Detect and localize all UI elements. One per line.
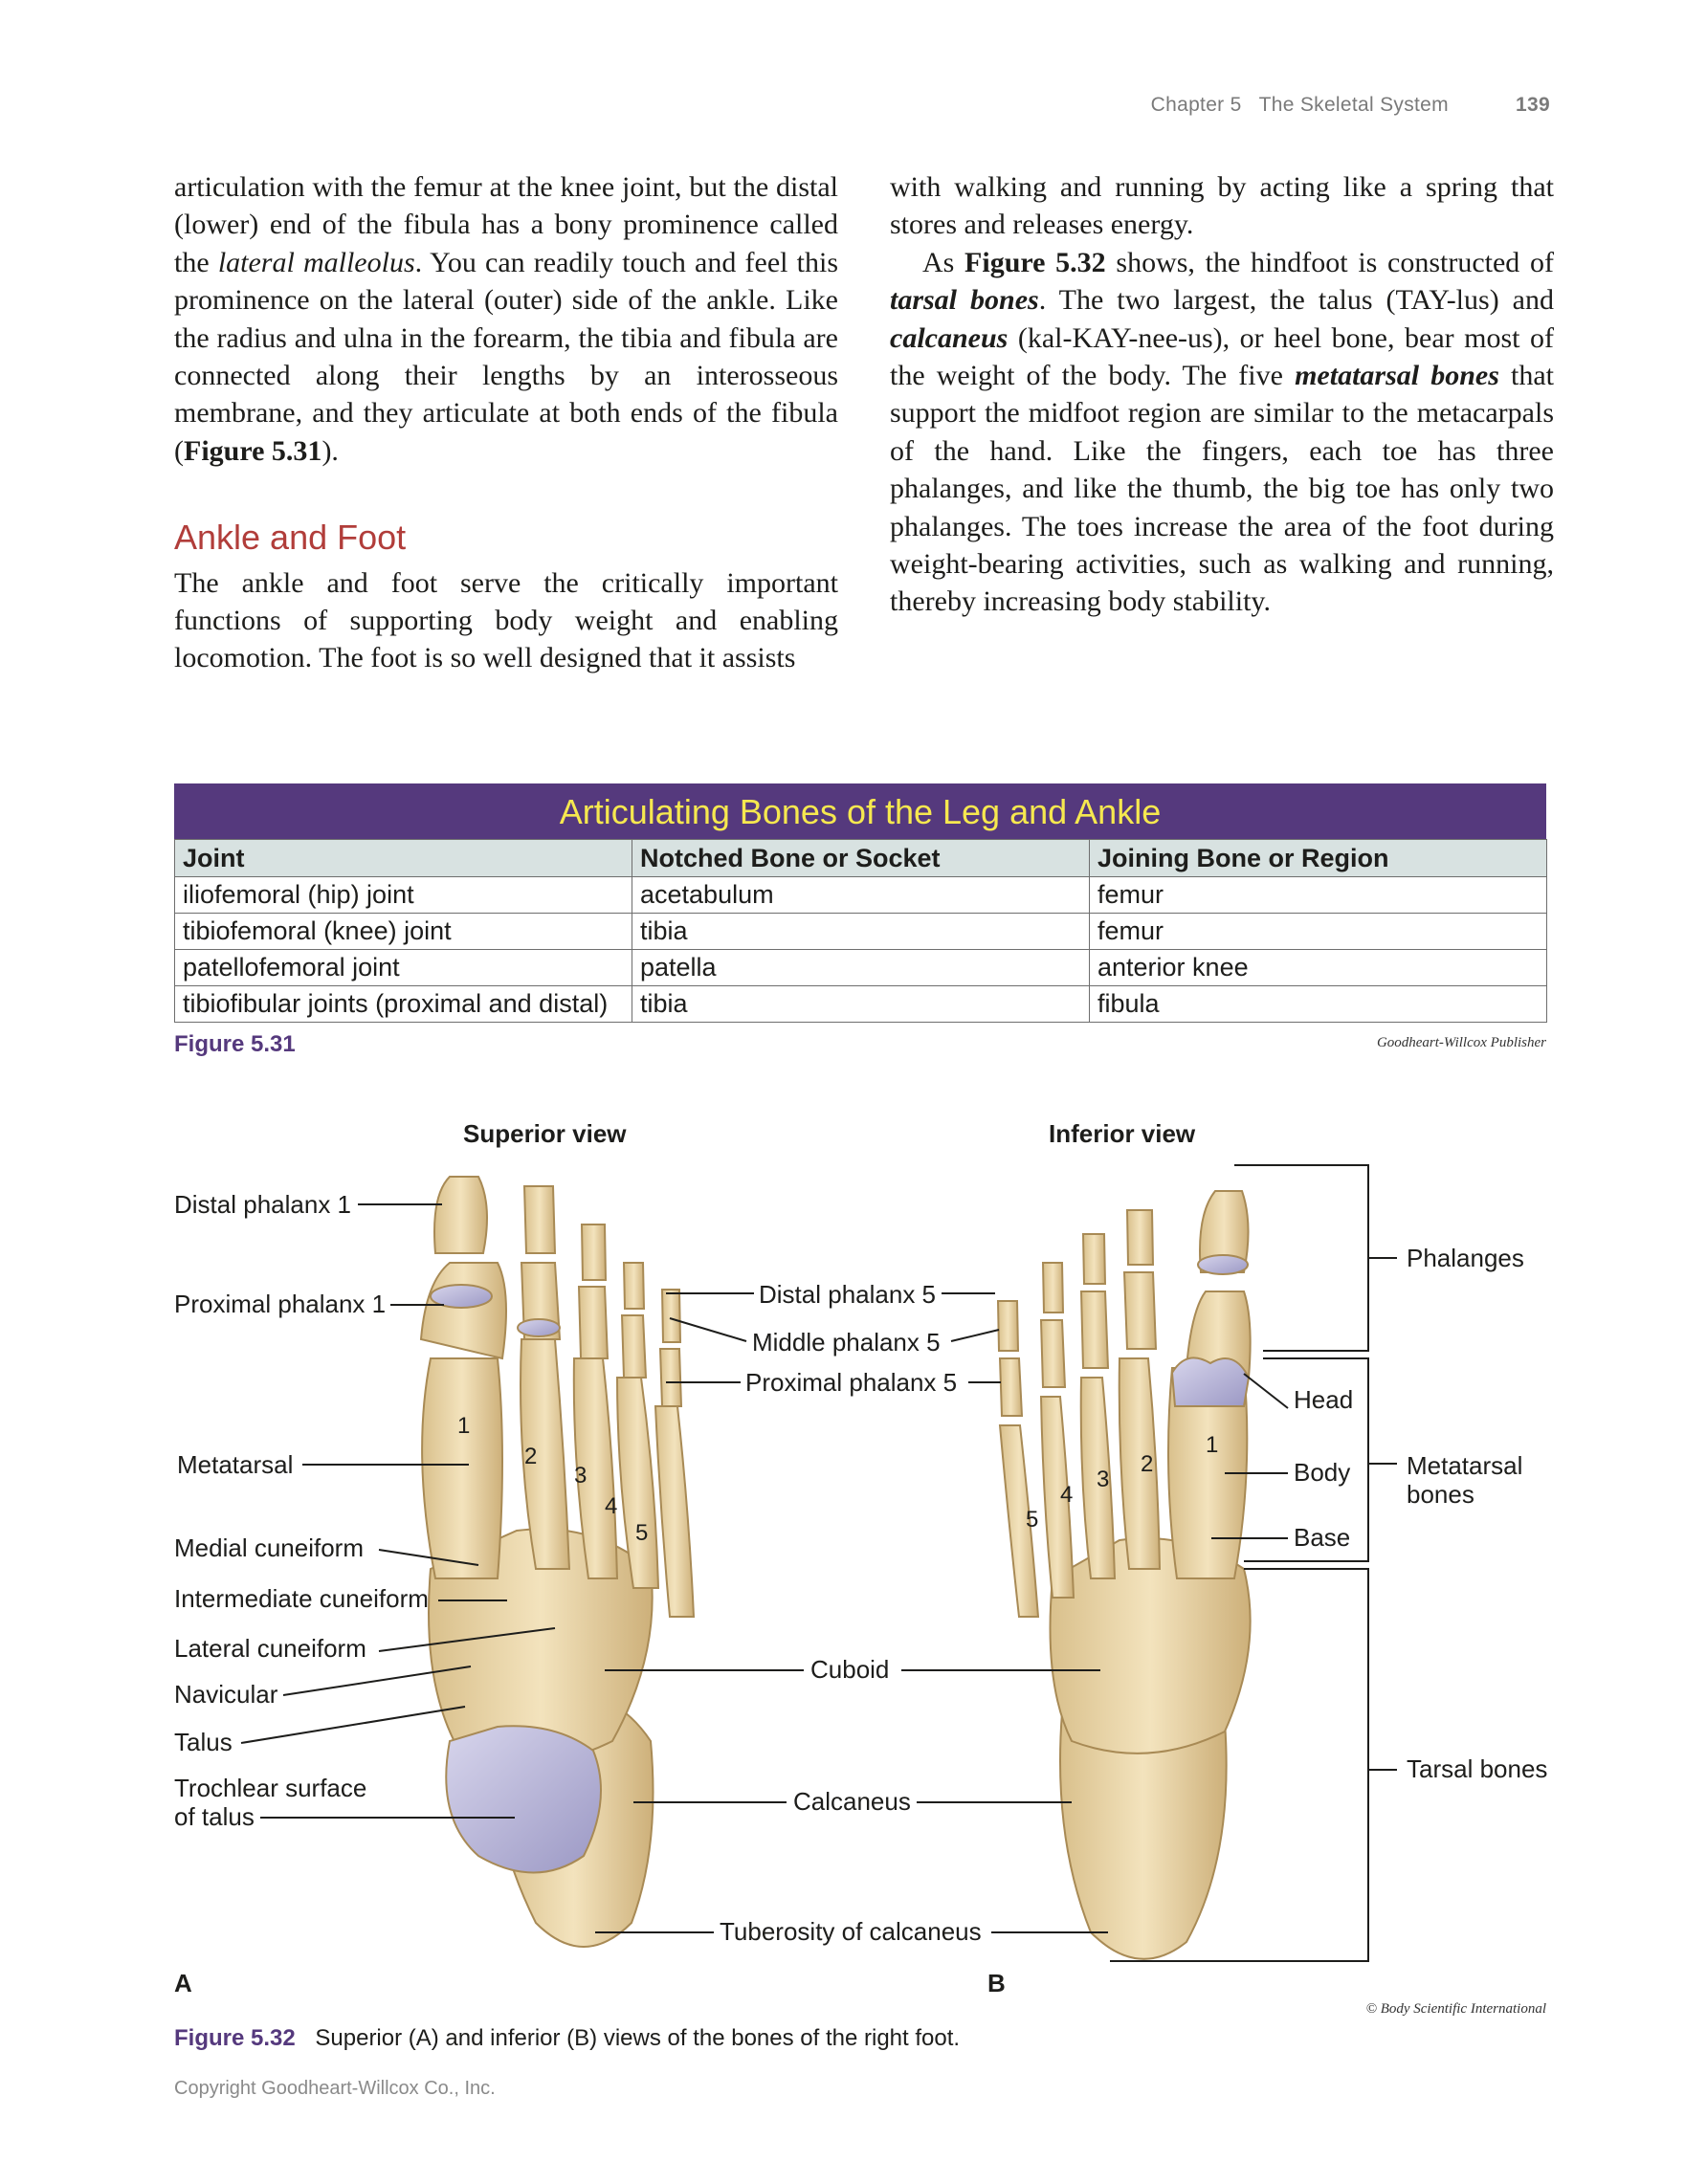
metatarsal-number: 5 <box>635 1520 649 1546</box>
label-trochlear-line-2: of talus <box>174 1802 255 1831</box>
metatarsal-number: 4 <box>605 1493 618 1519</box>
copyright-footer: Copyright Goodheart-Willcox Co., Inc. <box>174 2078 496 2099</box>
label-lateral-cuneiform: Lateral cuneiform <box>174 1634 366 1663</box>
figure-5-31-caption-row <box>174 1031 1546 1058</box>
table-cell: tibiofibular joints (proximal and distal) <box>175 986 632 1023</box>
figure-5-32-caption <box>174 2025 960 2052</box>
label-head: Head <box>1294 1385 1354 1414</box>
label-proximal-phalanx-5: Proximal phalanx 5 <box>745 1368 958 1397</box>
column-header: Notched Bone or Socket <box>632 840 1090 877</box>
figure-label: Figure 5.31 <box>174 1031 296 1057</box>
metatarsal-number: 3 <box>574 1463 587 1489</box>
table-cell: patellofemoral joint <box>175 950 632 986</box>
illustration-credit: © Body Scientific International <box>1365 2001 1546 2017</box>
table-row <box>175 950 1547 986</box>
column-header: Joining Bone or Region <box>1090 840 1547 877</box>
text-run: shows, the hindfoot is constructed of <box>1105 246 1555 278</box>
caption-text: Superior (A) and inferior (B) views of the bones of the right foot. <box>315 2025 961 2051</box>
table-cell: anterior knee <box>1090 950 1547 986</box>
table-grid <box>174 839 1547 1023</box>
column-header: Joint <box>175 840 632 877</box>
figure-ref-5-31[interactable]: Figure 5.31 <box>184 434 322 467</box>
label-metatarsal-bones-line-1: Metatarsal <box>1407 1451 1523 1480</box>
label-trochlear-line-1: Trochlear surface <box>174 1774 367 1802</box>
label-tuberosity-of-calcaneus: Tuberosity of calcaneus <box>720 1917 982 1946</box>
table-header-row <box>175 840 1547 877</box>
leader-line <box>951 1330 999 1341</box>
label-medial-cuneiform: Medial cuneiform <box>174 1533 364 1562</box>
text-run: (kal-KAY-nee-us), or heel bone, bear most of the weight of the body. The five <box>890 321 1554 392</box>
section-heading: Ankle and Foot <box>174 518 407 558</box>
metatarsal-number: 2 <box>524 1444 538 1469</box>
superior-view-title: Superior view <box>463 1119 627 1148</box>
text-run: articulation with the femur at the knee joint, but the distal (lower) end of the fibula has a bony prominence called the <box>174 171 838 278</box>
articulating-bones-table <box>174 783 1546 1023</box>
inferior-foot-illustration <box>998 1191 1251 1959</box>
text-run: ). <box>321 434 339 467</box>
label-body: Body <box>1294 1458 1351 1487</box>
label-navicular: Navicular <box>174 1680 278 1709</box>
right-paragraph-1: with walking and running by acting like a spring that stores and releases energy. <box>890 171 1554 241</box>
label-metatarsal: Metatarsal <box>177 1450 294 1479</box>
chapter-number: Chapter 5 <box>1150 94 1242 116</box>
label-distal-phalanx-1: Distal phalanx 1 <box>174 1190 351 1219</box>
table-cell: tibia <box>632 986 1090 1023</box>
table-cell: patella <box>632 950 1090 986</box>
term-metatarsal-bones: metatarsal bones <box>1295 360 1499 392</box>
term-lateral-malleolus: lateral malleolus <box>217 246 415 278</box>
label-calcaneus: Calcaneus <box>793 1787 911 1816</box>
running-header <box>1151 94 1550 117</box>
table-cell: femur <box>1090 877 1547 914</box>
metatarsal-number: 3 <box>1097 1467 1110 1492</box>
table-cell: femur <box>1090 914 1547 950</box>
label-intermediate-cuneiform: Intermediate cuneiform <box>174 1584 429 1613</box>
table-row <box>175 986 1547 1023</box>
term-tarsal-bones: tarsal bones <box>890 284 1039 317</box>
leader-line <box>670 1318 746 1341</box>
publisher-credit: Goodheart-Willcox Publisher <box>1376 1035 1546 1050</box>
foot-bones-figure <box>0 1100 1707 1999</box>
figure-ref-5-32[interactable]: Figure 5.32 <box>964 246 1106 278</box>
label-metatarsal-bones-line-2: bones <box>1407 1480 1474 1509</box>
left-paragraph-2: The ankle and foot serve the critically important functions of supporting body weight and enabling locomotion. The foot is so well designed that it assists <box>174 566 838 674</box>
metatarsal-number: 2 <box>1141 1451 1154 1477</box>
metatarsal-number: 1 <box>457 1413 471 1439</box>
text-run: . The two largest, the talus (TAY-lus) and <box>1038 284 1554 317</box>
label-base: Base <box>1294 1523 1351 1552</box>
label-proximal-phalanx-1: Proximal phalanx 1 <box>174 1290 387 1318</box>
right-column <box>890 168 1554 621</box>
table-row <box>175 914 1547 950</box>
left-paragraph-1 <box>174 168 838 470</box>
panel-label-a: A <box>174 1969 192 1997</box>
metatarsal-number: 1 <box>1206 1432 1219 1458</box>
table-cell: tibiofemoral (knee) joint <box>175 914 632 950</box>
text-run: that support the midfoot region are similar to the metacarpals of the hand. Like the fingers, each toe has three phalanges, and like the thumb, the big toe has only two phalanges. The toes increase the area of the foot during weight-bearing activities, such as walking and running, thereby increasing body stability. <box>890 360 1554 618</box>
text-run: . You can readily touch and feel this prominence on the lateral (outer) side of the ankle. Like the radius and ulna in the forearm, the tibia and fibula are connected along their lengths by an interosseous membrane, and they articulate at both ends of the fibula ( <box>174 246 838 467</box>
inferior-view-title: Inferior view <box>1049 1119 1196 1148</box>
right-paragraph-2 <box>890 244 1554 621</box>
figure-label: Figure 5.32 <box>174 2025 296 2051</box>
table-row <box>175 877 1547 914</box>
metatarsal-number: 5 <box>1026 1507 1039 1533</box>
phalanges-bracket <box>1234 1165 1368 1351</box>
leader-line <box>1244 1374 1288 1408</box>
panel-label-b: B <box>987 1969 1006 1997</box>
table-cell: iliofemoral (hip) joint <box>175 877 632 914</box>
label-distal-phalanx-5: Distal phalanx 5 <box>759 1280 936 1309</box>
chapter-title: The Skeletal System <box>1258 94 1449 116</box>
left-column <box>174 168 838 677</box>
label-middle-phalanx-5: Middle phalanx 5 <box>752 1328 941 1357</box>
table-cell: tibia <box>632 914 1090 950</box>
label-cuboid: Cuboid <box>810 1655 890 1684</box>
term-calcaneus: calcaneus <box>890 321 1009 354</box>
table-cell: fibula <box>1090 986 1547 1023</box>
label-talus: Talus <box>174 1728 233 1756</box>
text-run: As <box>922 246 965 278</box>
page-number: 139 <box>1516 94 1550 116</box>
label-tarsal-bones: Tarsal bones <box>1407 1754 1548 1783</box>
label-phalanges: Phalanges <box>1407 1244 1524 1272</box>
metatarsal-number: 4 <box>1060 1482 1074 1508</box>
leader-line <box>241 1707 465 1743</box>
table-cell: acetabulum <box>632 877 1090 914</box>
table-title: Articulating Bones of the Leg and Ankle <box>174 783 1546 839</box>
